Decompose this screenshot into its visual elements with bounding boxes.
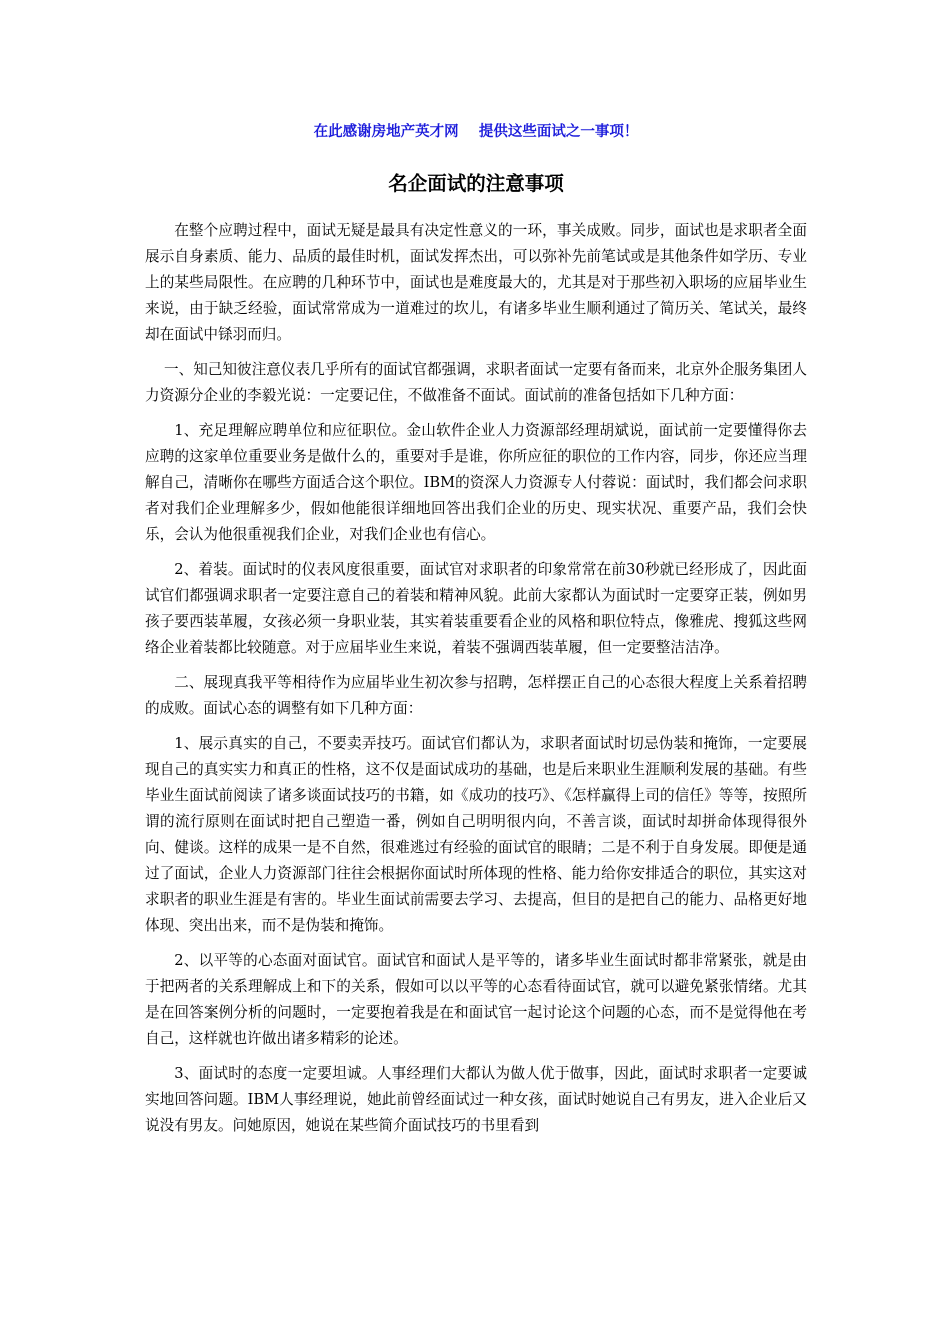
point-1-1-paragraph: 1、充足理解应聘单位和应征职位。金山软件企业人力资源部经理胡斌说，面试前一定要懂得你去应聘的这家单位重要业务是做什么的，重要对手是谁，你所应征的职位的工作内容，同步，你还应当理解自己，清晰你在哪些方面适合这个职位。IBM的资深人力资源专人付蓉说：面试时，我们都会问求职者对我们企业理解多少，假如他能很详细地回答出我们企业的历史、现实状况、重要产品，我们会快乐，会认为他很重视我们企业，对我们企业也有信心。 bbox=[145, 422, 807, 543]
intro-paragraph: 在整个应聘过程中，面试无疑是最具有决定性意义的一环，事关成败。同步，面试也是求职者全面展示自身素质、能力、品质的最佳时机，面试发挥杰出，可以弥补先前笔试或是其他条件如学历、专业上的某些局限性。在应聘的几种环节中，面试也是难度最大的，尤其是对于那些初入职场的应届毕业生来说，由于缺乏经验，面试常常成为一道难过的坎儿，有诸多毕业生顺利通过了简历关、笔试关，最终却在面试中铩羽而归。 bbox=[145, 222, 807, 343]
point-2-3-paragraph: 3、面试时的态度一定要坦诚。人事经理们大都认为做人优于做事，因此，面试时求职者一定要诚实地回答问题。IBM人事经理说，她此前曾经面试过一种女孩，面试时她说自己有男友，进入企业后又说没有男友。问她原因，她说在某些简介面试技巧的书里看到 bbox=[145, 1065, 807, 1134]
point-2-2-paragraph: 2、以平等的心态面对面试官。面试官和面试人是平等的，诸多毕业生面试时都非常紧张，就是由于把两者的关系理解成上和下的关系，假如可以以平等的心态看待面试官，就可以避免紧张情绪。尤其是在回答案例分析的问题时，一定要抱着我是在和面试官一起讨论这个问题的心态，而不是觉得他在考自己，这样就也许做出诸多精彩的论述。 bbox=[145, 952, 807, 1047]
point-1-2-paragraph: 2、着装。面试时的仪表风度很重要，面试官对求职者的印象常常在前30秒就已经形成了，因此面试官们都强调求职者一定要注意自己的着装和精神风貌。此前大家都认为面试时一定要穿正装，例如男孩子要西装革履，女孩必须一身职业装，其实着装重要看企业的风格和职位特点，像雅虎、搜狐这些网络企业着装都比较随意。对于应届毕业生来说，着装不强调西装革履，但一定要整洁洁净。 bbox=[145, 561, 807, 656]
thanks-banner: 在此感谢房地产英才网 提供这些面试之一事项！ bbox=[313, 124, 639, 140]
document-title: 名企面试的注意事项 bbox=[388, 172, 564, 195]
document-page bbox=[145, 118, 807, 1148]
section-two-heading-paragraph: 二、展现真我平等相待作为应届毕业生初次参与招聘，怎样摆正自己的心态很大程度上关系着招聘的成败。面试心态的调整有如下几种方面： bbox=[145, 674, 807, 717]
section-one-heading-paragraph: 一、知己知彼注意仪表几乎所有的面试官都强调，求职者面试一定要有备而来，北京外企服务集团人力资源分企业的李毅光说：一定要记住，不做准备不面试。面试前的准备包括如下几种方面： bbox=[145, 361, 807, 404]
point-2-1-paragraph: 1、展示真实的自己，不要卖弄技巧。面试官们都认为，求职者面试时切忌伪装和掩饰，一定要展现自己的真实实力和真正的性格，这不仅是面试成功的基础，也是后来职业生涯顺利发展的基础。有些毕业生面试前阅读了诸多谈面试技巧的书籍，如《成功的技巧》、《怎样赢得上司的信任》等等，按照所谓的流行原则在面试时把自己塑造一番，例如自己明明很内向，不善言谈，面试时却拼命体现得很外向、健谈。这样的成果一是不自然，很难逃过有经验的面试官的眼睛；二是不利于自身发展。即便是通过了面试，企业人力资源部门往往会根据你面试时所体现的性格、能力给你安排适合的职位，其实这对求职者的职业生涯是有害的。毕业生面试前需要去学习、去提高，但目的是把自己的能力、品格更好地体现、突出出来，而不是伪装和掩饰。 bbox=[145, 735, 807, 934]
